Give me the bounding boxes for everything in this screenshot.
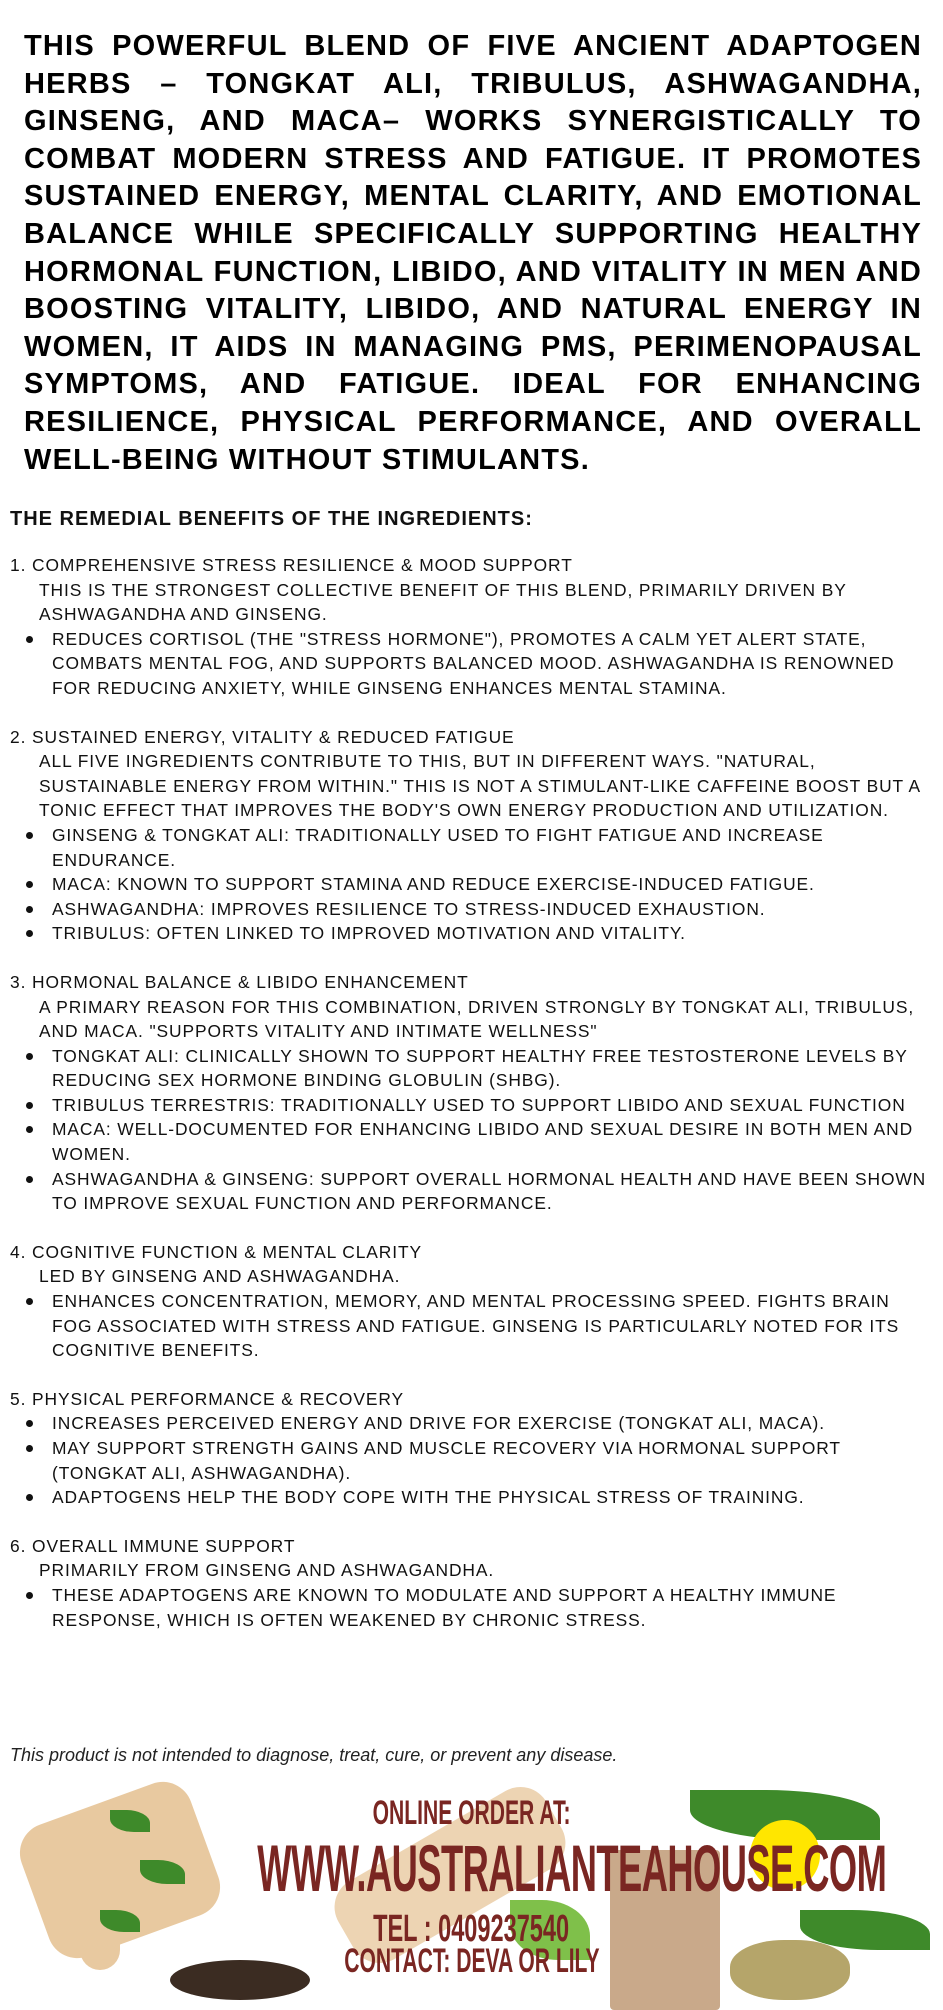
bullet-item: ADAPTOGENS HELP THE BODY COPE WITH THE PHYSICAL STRESS OF TRAINING. bbox=[52, 1485, 935, 1510]
bullet-item: INCREASES PERCEIVED ENERGY AND DRIVE FOR EXERCISE (TONGKAT ALI, MACA). bbox=[52, 1411, 935, 1436]
section-title: 3. HORMONAL BALANCE & LIBIDO ENHANCEMENT bbox=[10, 971, 469, 992]
section-title: 1. COMPREHENSIVE STRESS RESILIENCE & MOOD SUPPORT bbox=[10, 555, 573, 575]
bullet-list bbox=[10, 1583, 935, 1632]
intro-paragraph: THIS POWERFUL BLEND OF FIVE ANCIENT ADAPTOGEN HERBS – TONGKAT ALI, TRIBULUS, ASHWAGANDHA, GINSENG, AND MACA– WORKS SYNERGISTICALLY TO COMBAT MODERN STRESS AND FATIGUE. IT PROMOTES SUSTAINED ENERGY, MENTAL CLARITY, AND EMOTIONAL BALANCE WHILE SPECIFICALLY SUPPORTING HEALTHY HORMONAL FUNCTION, LIBIDO, AND VITALITY IN MEN AND BOOSTING VITALITY, LIBIDO, AND NATURAL ENERGY IN WOMEN, IT AIDS IN MANAGING PMS, PERIMENOPAUSAL SYMPTOMS, AND FATIGUE. IDEAL FOR ENHANCING RESILIENCE, PHYSICAL PERFORMANCE, AND OVERALL WELL-BEING WITHOUT STIMULANTS. bbox=[24, 30, 922, 476]
contact-text: CONTACT: DEVA OR LILY bbox=[343, 1942, 600, 1980]
online-order-label bbox=[0, 1794, 943, 1833]
bullet-list bbox=[10, 1044, 935, 1216]
benefit-section bbox=[10, 725, 935, 946]
bullet-item: MACA: WELL-DOCUMENTED FOR ENHANCING LIBIDO AND SEXUAL DESIRE IN BOTH MEN AND WOMEN. bbox=[52, 1117, 935, 1166]
bullet-list bbox=[10, 627, 935, 701]
bullet-item: MACA: KNOWN TO SUPPORT STAMINA AND REDUCE EXERCISE-INDUCED FATIGUE. bbox=[52, 872, 935, 897]
section-title: 4. COGNITIVE FUNCTION & MENTAL CLARITY bbox=[10, 1241, 423, 1262]
bullet-item: TRIBULUS: OFTEN LINKED TO IMPROVED MOTIVATION AND VITALITY. bbox=[52, 921, 935, 946]
bullet-list bbox=[10, 823, 935, 946]
benefit-section bbox=[10, 553, 935, 701]
bullet-item: GINSENG & TONGKAT ALI: TRADITIONALLY USED TO FIGHT FATIGUE AND INCREASE ENDURANCE. bbox=[52, 823, 935, 872]
bullet-item: TONGKAT ALI: CLINICALLY SHOWN TO SUPPORT HEALTHY FREE TESTOSTERONE LEVELS BY REDUCING SEX HORMONE BINDING GLOBULIN (SHBG). bbox=[52, 1044, 935, 1093]
website-text[interactable]: WWW.AUSTRALIANTEAHOUSE.COM bbox=[257, 1831, 887, 1905]
footer-banner bbox=[0, 1770, 943, 2000]
section-intro: THIS IS THE STRONGEST COLLECTIVE BENEFIT OF THIS BLEND, PRIMARILY DRIVEN BY ASHWAGANDHA AND GINSENG. bbox=[39, 579, 847, 625]
bullet-list bbox=[10, 1411, 935, 1509]
section-intro: ALL FIVE INGREDIENTS CONTRIBUTE TO THIS, BUT IN DIFFERENT WAYS. "NATURAL, SUSTAINABLE ENERGY FROM WITHIN." THIS IS NOT A STIMULANT-LIKE CAFFEINE BOOST BUT A TONIC EFFECT THAT IMPROVES THE BODY'S OWN ENERGY PRODUCTION AND UTILIZATION. bbox=[39, 751, 921, 821]
section-title: 5. PHYSICAL PERFORMANCE & RECOVERY bbox=[10, 1388, 404, 1409]
telephone-text: TEL : 0409237540 bbox=[373, 1908, 570, 1950]
website-link[interactable] bbox=[0, 1830, 943, 1906]
section-intro: A PRIMARY REASON FOR THIS COMBINATION, DRIVEN STRONGLY BY TONGKAT ALI, TRIBULUS, AND MACA. "SUPPORTS VITALITY AND INTIMATE WELLNESS" bbox=[39, 996, 915, 1042]
benefit-section bbox=[10, 970, 935, 1216]
benefits-content bbox=[10, 508, 935, 1656]
bullet-item: ENHANCES CONCENTRATION, MEMORY, AND MENTAL PROCESSING SPEED. FIGHTS BRAIN FOG ASSOCIATED WITH STRESS AND FATIGUE. GINSENG IS PARTICULARLY NOTED FOR ITS COGNITIVE BENEFITS. bbox=[52, 1289, 935, 1363]
bullet-item: TRIBULUS TERRESTRIS: TRADITIONALLY USED TO SUPPORT LIBIDO AND SEXUAL FUNCTION bbox=[52, 1093, 935, 1118]
online-order-text: ONLINE ORDER AT: bbox=[372, 1794, 571, 1832]
benefit-section bbox=[10, 1534, 935, 1632]
section-title: 6. OVERALL IMMUNE SUPPORT bbox=[10, 1535, 296, 1556]
section-intro: LED BY GINSENG AND ASHWAGANDHA. bbox=[39, 1266, 401, 1287]
contact-names bbox=[0, 1942, 943, 1981]
benefit-section bbox=[10, 1240, 935, 1363]
benefit-sections bbox=[10, 553, 935, 1632]
bullet-item: THESE ADAPTOGENS ARE KNOWN TO MODULATE AND SUPPORT A HEALTHY IMMUNE RESPONSE, WHICH IS OFTEN WEAKENED BY CHRONIC STRESS. bbox=[52, 1583, 935, 1632]
section-intro: PRIMARILY FROM GINSENG AND ASHWAGANDHA. bbox=[39, 1560, 495, 1581]
benefits-heading: THE REMEDIAL BENEFITS OF THE INGREDIENTS: bbox=[10, 508, 533, 530]
disclaimer: This product is not intended to diagnose, treat, cure, or prevent any disease. bbox=[10, 1745, 618, 1765]
bullet-list bbox=[10, 1289, 935, 1363]
bullet-item: ASHWAGANDHA & GINSENG: SUPPORT OVERALL HORMONAL HEALTH AND HAVE BEEN SHOWN TO IMPROVE SEXUAL FUNCTION AND PERFORMANCE. bbox=[52, 1167, 935, 1216]
bullet-item: MAY SUPPORT STRENGTH GAINS AND MUSCLE RECOVERY VIA HORMONAL SUPPORT (TONGKAT ALI, ASHWAGANDHA). bbox=[52, 1436, 935, 1485]
bullet-item: ASHWAGANDHA: IMPROVES RESILIENCE TO STRESS-INDUCED EXHAUSTION. bbox=[52, 897, 935, 922]
bullet-item: REDUCES CORTISOL (THE "STRESS HORMONE"), PROMOTES A CALM YET ALERT STATE, COMBATS MENTAL FOG, AND SUPPORTS BALANCED MOOD. ASHWAGANDHA IS RENOWNED FOR REDUCING ANXIETY, WHILE GINSENG ENHANCES MENTAL STAMINA. bbox=[52, 627, 935, 701]
benefit-section bbox=[10, 1387, 935, 1510]
section-title: 2. SUSTAINED ENERGY, VITALITY & REDUCED FATIGUE bbox=[10, 726, 515, 747]
